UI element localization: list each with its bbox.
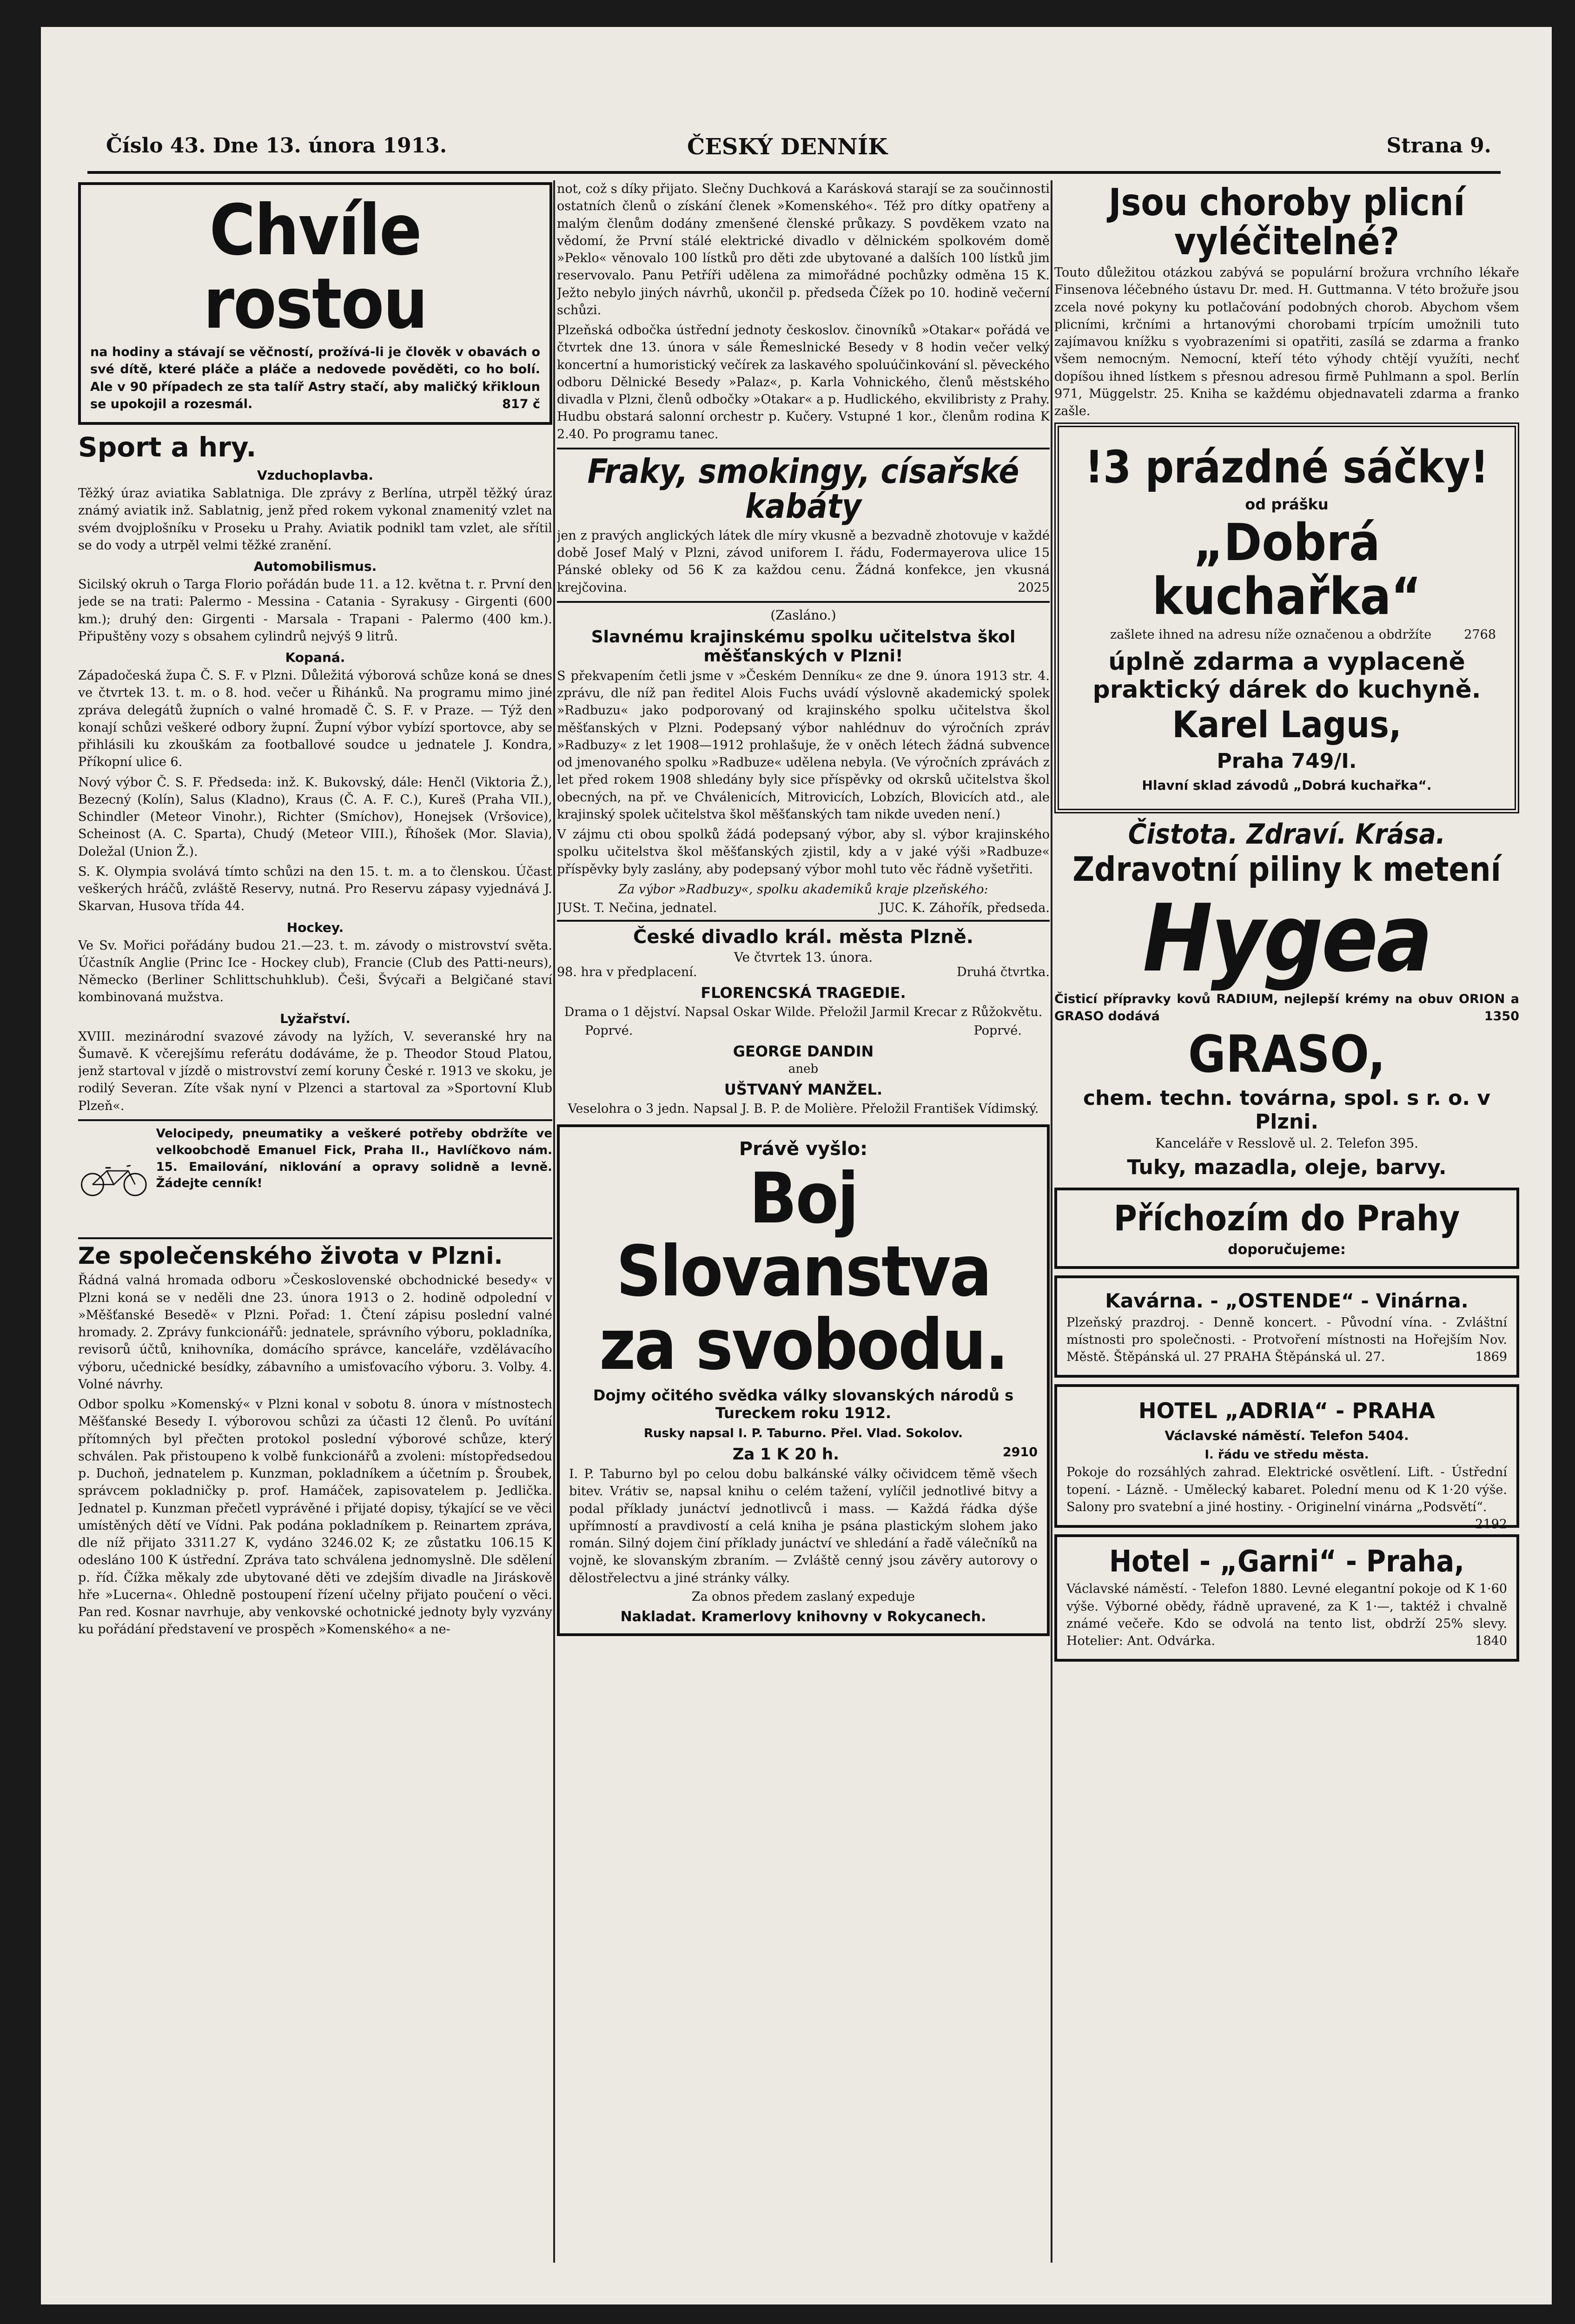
article-text: not, což s díky přijato. Slečny Duchková a Karásková starají se za součinnosti ostatních členů o získání členek »Komenského«. Též pro dítky opatřeny a malým členům dodány zmenšené členské průkazy. S povděkem vzato na vědomí, že První stálé elektrické divadlo v dělnickém spolkovém domě »Peklo« věnovalo 100 lístků pro děti zde ubytované a dalších 100 lístků jim reservovalo. Panu Petříři udělena za mimořádné pochůzky odměna 15 K. Ježto nebylo jiných návrhů, ukončil p. předseda Čížek po 10. hodině večerní schůzi. bbox=[557, 182, 1050, 317]
ad-text: Václavské náměstí. - Telefon 1880. Levné elegantní pokoje od K 1·60 výše. Výborné obědy, řádně upravené, za K 1·—, taktéž i chvalně známé večeře. Kdo se odvolá na tento list, obdrží 25% slevy. Hotelier: Ant. Odvárka. 1840 bbox=[1066, 1582, 1507, 1649]
signature-line: Za výbor »Radbuzy«, spolku akademiků kraje plzeňského: bbox=[618, 882, 988, 897]
ad-garni: Hotel - „Garni“ - Praha, Václavské náměstí. - Telefon 1880. Levné elegantní pokoje od K 1·60 výše. Výborné obědy, řádně upravené, za K 1·—, taktéž i chvalně známé večeře. Kdo se odvolá na tento list, obdrží 25% slevy. Hotelier: Ant. Odvárka. 1840 bbox=[1054, 1534, 1519, 1662]
article-text: XVIII. mezinárodní svazové závody na lyžích, V. severanské hry na Šumavě. K včerejšímu referátu dodáváme, že p. Theodor Stoud Platou, jenž startoval v jízdě o mistrovství zemí koruny České r. 1913 ve skoku, je rodilý Severan. Zíte však nyní v Plzenci a startoval za »Sportovní Klub Plzeň«. bbox=[78, 1029, 552, 1113]
masthead bbox=[87, 120, 1501, 174]
ad-boj-slovanstva bbox=[557, 1124, 1050, 1636]
play-info: Drama o 1 dějství. Napsal Oskar Wilde. Přeložil Jarmil Krecar z Růžokvětu. bbox=[564, 1005, 1043, 1020]
section-title: Ze společenského života v Plzni. bbox=[78, 1242, 503, 1269]
article-text: V zájmu cti obou spolků žádá podepsaný výbor, aby sl. výbor krajinského spolku učitelstva škol měšťanských zjistil, kdy a v jaké výši »Radbuze« příspěvky byly zaslány, aby podepsaný výbor mohl tuto věc řádně vyšetřiti. bbox=[557, 827, 1050, 877]
ad-headline: Boj Slovanstva za svobodu. bbox=[599, 1158, 1007, 1386]
play-info: Veselohra o 3 jedn. Napsal J. B. P. de Molière. Přeložil František Vídimský. bbox=[568, 1102, 1039, 1116]
ad-kicker: Právě vyšlo: bbox=[739, 1138, 868, 1160]
subsection-title: Hockey. bbox=[286, 919, 344, 935]
ad-chvile-rostou bbox=[78, 182, 552, 425]
ad-headline: Zdravotní piliny k metení bbox=[1072, 850, 1501, 889]
section-title: Sport a hry. bbox=[78, 431, 257, 463]
ad-publisher: Nakladat. Kramerlovy knihovny v Rokycanech. bbox=[620, 1608, 986, 1625]
theatre-meta: 98. hra v předplacení. Druhá čtvrtka. bbox=[557, 965, 1050, 980]
ad-prichozim: Příchozím do Prahy doporučujeme: bbox=[1054, 1188, 1519, 1269]
issue-date: Číslo 43. Dne 13. února 1913. bbox=[106, 134, 447, 158]
ad-text: I. P. Taburno byl po celou dobu balkánské války očividcem těmě všech bitev. Vrátiv se, napsal knihu o celém tažení, vylíčil jednotlivé bitvy a podal příklady junáctví jednotlivců i mass. — Každá řádka dýše upřímností a pravdivostí a celá kniha je psána plastickým slohem jako román. Silný dojem činí příklady junáctví ve shledání a řadě válečníků na vojně, ke slovanským zbraním. — Zvláště cenný jsou závěry autorovy o dělostřelectvu a jiné stránky války. bbox=[569, 1467, 1038, 1585]
column-3: Jsou choroby plicní vyléčitelné? Touto důležitou otázkou zabývá se populární brožura vrchního lékaře Finsenova léčebného ústavu Dr. med. H. Guttmanna. V této brožuře jsou zcela nové pokyny ku potlačování podobných chorob. Abychom všem plicními, krčními a hrtanovými chorobami trpícím umožnili tuto zajímavou knížku s vyobrazeními si opatřiti, zasílá se zdarma a franko všem nemocným. Nemocní, kteří této výhody chtějí využíti, nechť dopíšou ihned lístkem s přesnou adresou firmě Puhlmann a spol. Berlín 971, Müggelstr. 25. Kniha se každému objednavateli zdarma a franko zašle. !3 prázdné sáčky! od prášku „Dobrá kuchařka“ zašlete ihned na adresu níže označenou a obdržíte 2768 úplně zdarma a vyplaceně praktický dárek do kuchyně. Karel Lagus, Praha 749/I. Hlavní sklad závodů „Dobrá kuchařka“. Čistota. Zdraví. Krása. Zdravotní piliny k metení Hygea Čisticí přípravky kovů RADIUM, nejlepší krémy na obuv ORION a GRASO dodává 1350 GRASO, chem. techn. továrna, spol. s r. o. v Plzni. Kanceláře v Resslově ul. 2. Telefon 395. Tuky, mazadla, oleje, barvy. Příchozím do Prahy doporučujeme: Kavárna. - „OSTENDE“ - Vinárna. Plzeňský prazdroj. - Denně koncert. - Původní vína. - Zvláštní místnosti pro společnosti. - Protvoření místnosti na Hořejším Nov. Městě. Štěpánská ul. 27 PRAHA Štěpánská ul. 27. 1869 HOTEL „ADRIA“ - PRAHA Václavské náměstí. Telefon 5404. I. řádu ve středu města. Pokoje do rozsáhlých zahrad. Elektrické osvětlení. Lift. - Ústřední topení. - Lázně. - Umělecký kabaret. Polední menu od K 1·20 výše. Salony pro svatební a jiné hostiny. - Originelní vinárna „Podsvětí“. 2192 Hotel - „Garni“ - Praha, Václavské náměstí. - Telefon 1880. Levné elegantní pokoje od K 1·60 výše. Výborné obědy, řádně upravené, za K 1·—, taktéž i chvalně známé večeře. Kdo se odvolá na tento list, obdrží 25% slevy. Hotelier: Ant. Odvárka. 1840 bbox=[1054, 180, 1519, 2263]
article-text: S překvapením četli jsme v »Českém Denníku« ze dne 9. února 1913 str. 4. zprávu, dle níž pan ředitel Alois Fuchs uvádí výslovně akademický spolek »Radbuzu« jako podporovaný od krajinského spolku učitelstva škol měšťanských v Plzni. Podepsaný výbor nahlédnuv do výročních zpráv »Radbuzy« z let 1908—1912 prohlašuje, že v oněch létech žádná subvence od jmenovaného spolku »Radbuze« udělena nebyla. (Ve výročních zprávách z let před rokem 1908 shledány byly sice příspěvky od okrsků učitelstva škol obecných, na př. ve Chválenicích, Mitrovicích, Lobzích, Blovicích atd., ale krajinský spolek učitelstva škol měšťanských tam nikde uveden není.) bbox=[557, 668, 1050, 822]
ad-adria: HOTEL „ADRIA“ - PRAHA Václavské náměstí. Telefon 5404. I. řádu ve středu města. Pokoje do rozsáhlých zahrad. Elektrické osvětlení. Lift. - Ústřední topení. - Lázně. - Umělecký kabaret. Polední menu od K 1·20 výše. Salony pro svatební a jiné hostiny. - Originelní vinárna „Podsvětí“. 2192 bbox=[1054, 1384, 1519, 1528]
ad-sub: Dojmy očitého svědka války slovanských národů s Tureckem roku 1912. bbox=[593, 1386, 1014, 1422]
ad-dobra-kucharka: !3 prázdné sáčky! od prášku „Dobrá kuchařka“ zašlete ihned na adresu níže označenou a obdržíte 2768 úplně zdarma a vyplaceně praktický dárek do kuchyně. Karel Lagus, Praha 749/I. Hlavní sklad závodů „Dobrá kuchařka“. bbox=[1054, 423, 1519, 813]
ad-headline: Jsou choroby plicní vyléčitelné? bbox=[1108, 181, 1465, 263]
ad-offer: úplně zdarma a vyplaceně praktický dárek do kuchyně. bbox=[1092, 648, 1481, 704]
play-title: GEORGE DANDIN bbox=[733, 1043, 874, 1061]
ad-text: zašlete ihned na adresu níže označenou a obdržíte 2768 bbox=[1110, 627, 1496, 642]
play-title: FLORENCSKÁ TRAGEDIE. bbox=[701, 984, 906, 1002]
page-number: Strana 9. bbox=[1386, 134, 1491, 158]
paper-title: ČESKÝ DENNÍK bbox=[687, 134, 887, 160]
signatures: JUSt. T. Nečina, jednatel. JUC. K. Záhořík, předseda. bbox=[557, 901, 1050, 916]
article-text: Těžký úraz aviatika Sablatniga. Dle zprávy z Berlína, utrpěl těžký úraz známý aviatik inž. Sablatnig, jenž před rokem vykonal znamenitý vzlet na svém dvojplošníku v Proseku u Prahy. Aviatik podnikl tam vzlet, ale sřítil se do vody a utrpěl velmi těžké zranění. bbox=[78, 486, 552, 553]
subsection-title: Kopaná. bbox=[285, 650, 345, 665]
ad-text: na hodiny a stávají se věčností, prožívá-li je člověk v obavách o své dítě, které pláče a pláče a nedovede pověděti, co ho bolí. Ale v 90 případech ze sta talíř Astry stačí, aby maličký křikloun se upokojil a rozesmál. 817 č bbox=[90, 345, 540, 411]
theatre-date: Ve čtvrtek 13. února. bbox=[734, 950, 873, 965]
bicycle-icon bbox=[78, 1126, 150, 1233]
subsection-title: Automobilismus. bbox=[253, 559, 377, 574]
newspaper-page bbox=[41, 27, 1552, 2304]
ad-text: Plzeňský prazdroj. - Denně koncert. - Původní vína. - Zvláštní místnosti pro společnosti. - Protvoření místnosti na Hořejším Nov. Městě. Štěpánská ul. 27 PRAHA Štěpánská ul. 27. 1869 bbox=[1066, 1315, 1507, 1365]
article-text: Nový výbor Č. S. F. Předseda: inž. K. Bukovský, dále: Henčl (Viktoria Ž.), Bezecný (Kolín), Salus (Kladno), Kraus (Č. A. F. C.), Kureš (Praha VII.), Schindler (Meteor Vinohr.), Richter (Smíchov), Honejsek (Vršovice), Scheinost (A. C. Sparta), Chudý (Meteor VIII.), Říhošek (Mor. Slavia), Doležal (Union Ž.). bbox=[78, 775, 552, 859]
ad-author: Rusky napsal I. P. Taburno. Přel. Vlad. Sokolov. bbox=[644, 1426, 963, 1441]
ad-brand: „Dobrá kuchařka“ bbox=[1152, 513, 1422, 626]
ad-text: Touto důležitou otázkou zabývá se populární brožura vrchního lékaře Finsenova léčebného ústavu Dr. med. H. Guttmanna. V této brožuře jsou zcela nové pokyny ku potlačování podobných chorob. Abychom všem plicními, krčními a hrtanovými chorobami trpícím umožnili tuto zajímavou knížku s vyobrazeními si opatřiti, zasílá se zdarma a franko všem nemocným. Nemocní, kteří této výhody chtějí využíti, nechť dopíšou ihned lístkem s přesnou adresou firmě Puhlmann a spol. Berlín 971, Müggelstr. 25. Kniha se každému objednavateli zdarma a franko zašle. bbox=[1054, 265, 1519, 418]
zaslano-label: (Zasláno.) bbox=[770, 607, 836, 623]
ad-velocipedy bbox=[78, 1126, 552, 1233]
column-rule bbox=[553, 180, 555, 2263]
ad-headline: Příchozím do Prahy bbox=[1113, 1197, 1460, 1239]
play-aneb: aneb bbox=[788, 1062, 819, 1076]
ad-price: Za 1 K 20 h. 2910 bbox=[732, 1445, 1038, 1464]
ad-expedition: Za obnos předem zaslaný expeduje bbox=[691, 1589, 915, 1604]
article-text: Řádná valná hromada odboru »Československé obchodnické besedy« v Plzni koná se v neděli dne 23. února 1913 o 2. hodině odpolední v »Měšťanské Besedě« v Plzni. Pořad: 1. Čtení zápisu poslední valné hromady. 2. Zprávy funkcionářů: jednatele, správního výboru, pokladníka, revisorů účtů, knihovníka, domácího správce, kanceláře, vzdělávacího výboru, učednické besídky, zábavního a umisťovacího výboru. 3. Volby. 4. Volné návrhy. bbox=[78, 1273, 552, 1392]
ad-brand-hygea: Hygea bbox=[1142, 884, 1431, 993]
ad-text: Velocipedy, pneumatiky a veškeré potřeby obdržíte ve velkoobchodě Emanuel Fick, Praha II., Havlíčkovo nám. 15. Emailování, niklování a opravy solidně a levně. Žádejte cenník! bbox=[156, 1126, 552, 1191]
ad-text: Pokoje do rozsáhlých zahrad. Elektrické osvětlení. Lift. - Ústřední topení. - Lázně. - Umělecký kabaret. Polední menu od K 1·20 výše. Salony pro svatební a jiné hostiny. - Originelní vinárna „Podsvětí“. 2192 bbox=[1066, 1465, 1507, 1532]
letter-title: Slavnému krajinskému spolku učitelstva škol měšťanských v Plzni! bbox=[591, 627, 1016, 666]
article-text: Sicilský okruh o Targa Florio pořádán bude 11. a 12. května t. r. První den jede se na trati: Palermo - Messina - Catania - Syrakusy - Girgenti (600 km.); druhý den: Girgenti - Marsala - Trapani - Palermo (400 km.). Připuštěny vozy s obsahem cylindrů nejvýš 9 litrů. bbox=[78, 577, 552, 644]
column-2 bbox=[557, 180, 1050, 2263]
theatre-title: České divadlo král. města Plzně. bbox=[633, 926, 973, 948]
play-subtitle: UŠTVANÝ MANŽEL. bbox=[724, 1081, 883, 1099]
article-text: Ve Sv. Mořici pořádány budou 21.—23. t. m. závody o mistrovství světa. Účastník Anglie (Princ Ice - Hockey club), Francie (Club des Patti-neurs), Německo (Berliner Schlittschuhklub). Češi, Švýcaři a Belgičané staví kombinovaná mužstva. bbox=[78, 938, 552, 1005]
premiere-notes: Poprvé. Poprvé. bbox=[585, 1023, 1022, 1038]
ad-text: jen z pravých anglických látek dle míry vkusně a bezvadně zhotovuje v každé době Josef Malý v Plzni, závod uniforem I. řádu, Fodermayerova ulice 15 Pánské obleky od 56 K za každou cenu. Žádná konfekce, jen vkusná krejčovina. 2025 bbox=[557, 528, 1050, 595]
ad-headline: Chvíle rostou bbox=[203, 190, 427, 344]
ad-headline: Fraky, smokingy, císařské kabáty bbox=[587, 451, 1019, 526]
ad-brand-graso: GRASO, bbox=[1188, 1024, 1386, 1084]
column-1 bbox=[78, 180, 552, 2263]
ad-text: Čisticí přípravky kovů RADIUM, nejlepší krémy na obuv ORION a GRASO dodává 1350 bbox=[1054, 991, 1519, 1024]
subsection-title: Vzduchoplavba. bbox=[257, 468, 374, 483]
article-text: Západočeská župa Č. S. F. v Plzni. Důležitá výborová schůze koná se dnes ve čtvrtek 13. t. m. o 8. hod. večer u Řihánků. Na programu mimo jiné zpráva delegátů župních o valné hromadě Č. S. F. v Praze. — Týž den konají schůzi veškeré odbory župní. Župní výbor vybízí sportovce, aby se přihlásili ku zkouškám za footballové soudce u jednatele J. Kondra, Příkopní ulice 6. bbox=[78, 668, 552, 770]
article-text: Plzeňská odbočka ústřední jednoty českoslov. činovníků »Otakar« pořádá ve čtvrtek dne 13. února v sále Řemeslnické Besedy v 8 hodin večer velký koncertní a humoristický večírek za laskavého spoluúčinkování sl. pěveckého odboru Dělnické Besedy »Palaz«, p. Karla Vohnického, členů městského divadla v Plzni, členů odbočky »Otakar« a p. Hudlického, ekvilibristy z Prahy. Hudbu obstará salonní orchestr p. Kučery. Vstupné 1 kor., členům rodina K 2.40. Po programu tanec. bbox=[557, 323, 1050, 442]
ad-kicker: Čistota. Zdraví. Krása. bbox=[1128, 818, 1446, 851]
ad-headline: !3 prázdné sáčky! bbox=[1085, 441, 1489, 494]
column-rule bbox=[1051, 180, 1052, 2263]
article-text: Odbor spolku »Komenský« v Plzni konal v sobotu 8. února v místnostech Měšťanské Besedy I. výborovou schůzi za účasti 12 členů. Po uvítání přítomných byl přečten protokol poslední výborové schůze, který schválen. Pak přistoupeno k volbě funkcionářů a zvoleni: místopředsedou p. Duchoň, jednatelem p. Kunzman, pokladníkem a účetním p. Šroubek, správcem pokladničky p. prof. Hamáček, zapisovatelem p. Jedlička. Jednatel p. Kunzman přečetl vyprávěné i přijaté dopisy, týkající se ve věci umístěných dětí ve Vídni. Pak podána pokladníkem p. Reinartem zpráva, dle níž přijato 3311.27 K, vydáno 3246.02 K; ze zůstatku 106.15 K odesláno 100 K ústřední. Zpráva tato schválena jednomyslně. Dle sdělení p. říd. Čížka měkaly zde ubytované děti ve zdejším divadle na Jiráskově hře »Lucerna«. Ohledně postoupení řízení učelny přijato poučení o věci. Pan red. Kosnar navrhuje, aby venkovské ochotnické jednoty byly vyzvány ku pořádání představení ve prospěch »Komenského« a ne- bbox=[78, 1397, 552, 1637]
ad-ostende: Kavárna. - „OSTENDE“ - Vinárna. Plzeňský prazdroj. - Denně koncert. - Původní vína. - Zvláštní místnosti pro společnosti. - Protvoření místnosti na Hořejším Nov. Městě. Štěpánská ul. 27 PRAHA Štěpánská ul. 27. 1869 bbox=[1054, 1275, 1519, 1378]
article-text: S. K. Olympia svolává tímto schůzi na den 15. t. m. a to členskou. Účast veškerých hráčů, zvláště Reservy, nutná. Pro Reservu zápasy vyjednává J. Skarvan, Husova třída 44. bbox=[78, 864, 552, 914]
ad-company: Karel Lagus, bbox=[1172, 704, 1402, 746]
subsection-title: Lyžařství. bbox=[280, 1010, 351, 1026]
